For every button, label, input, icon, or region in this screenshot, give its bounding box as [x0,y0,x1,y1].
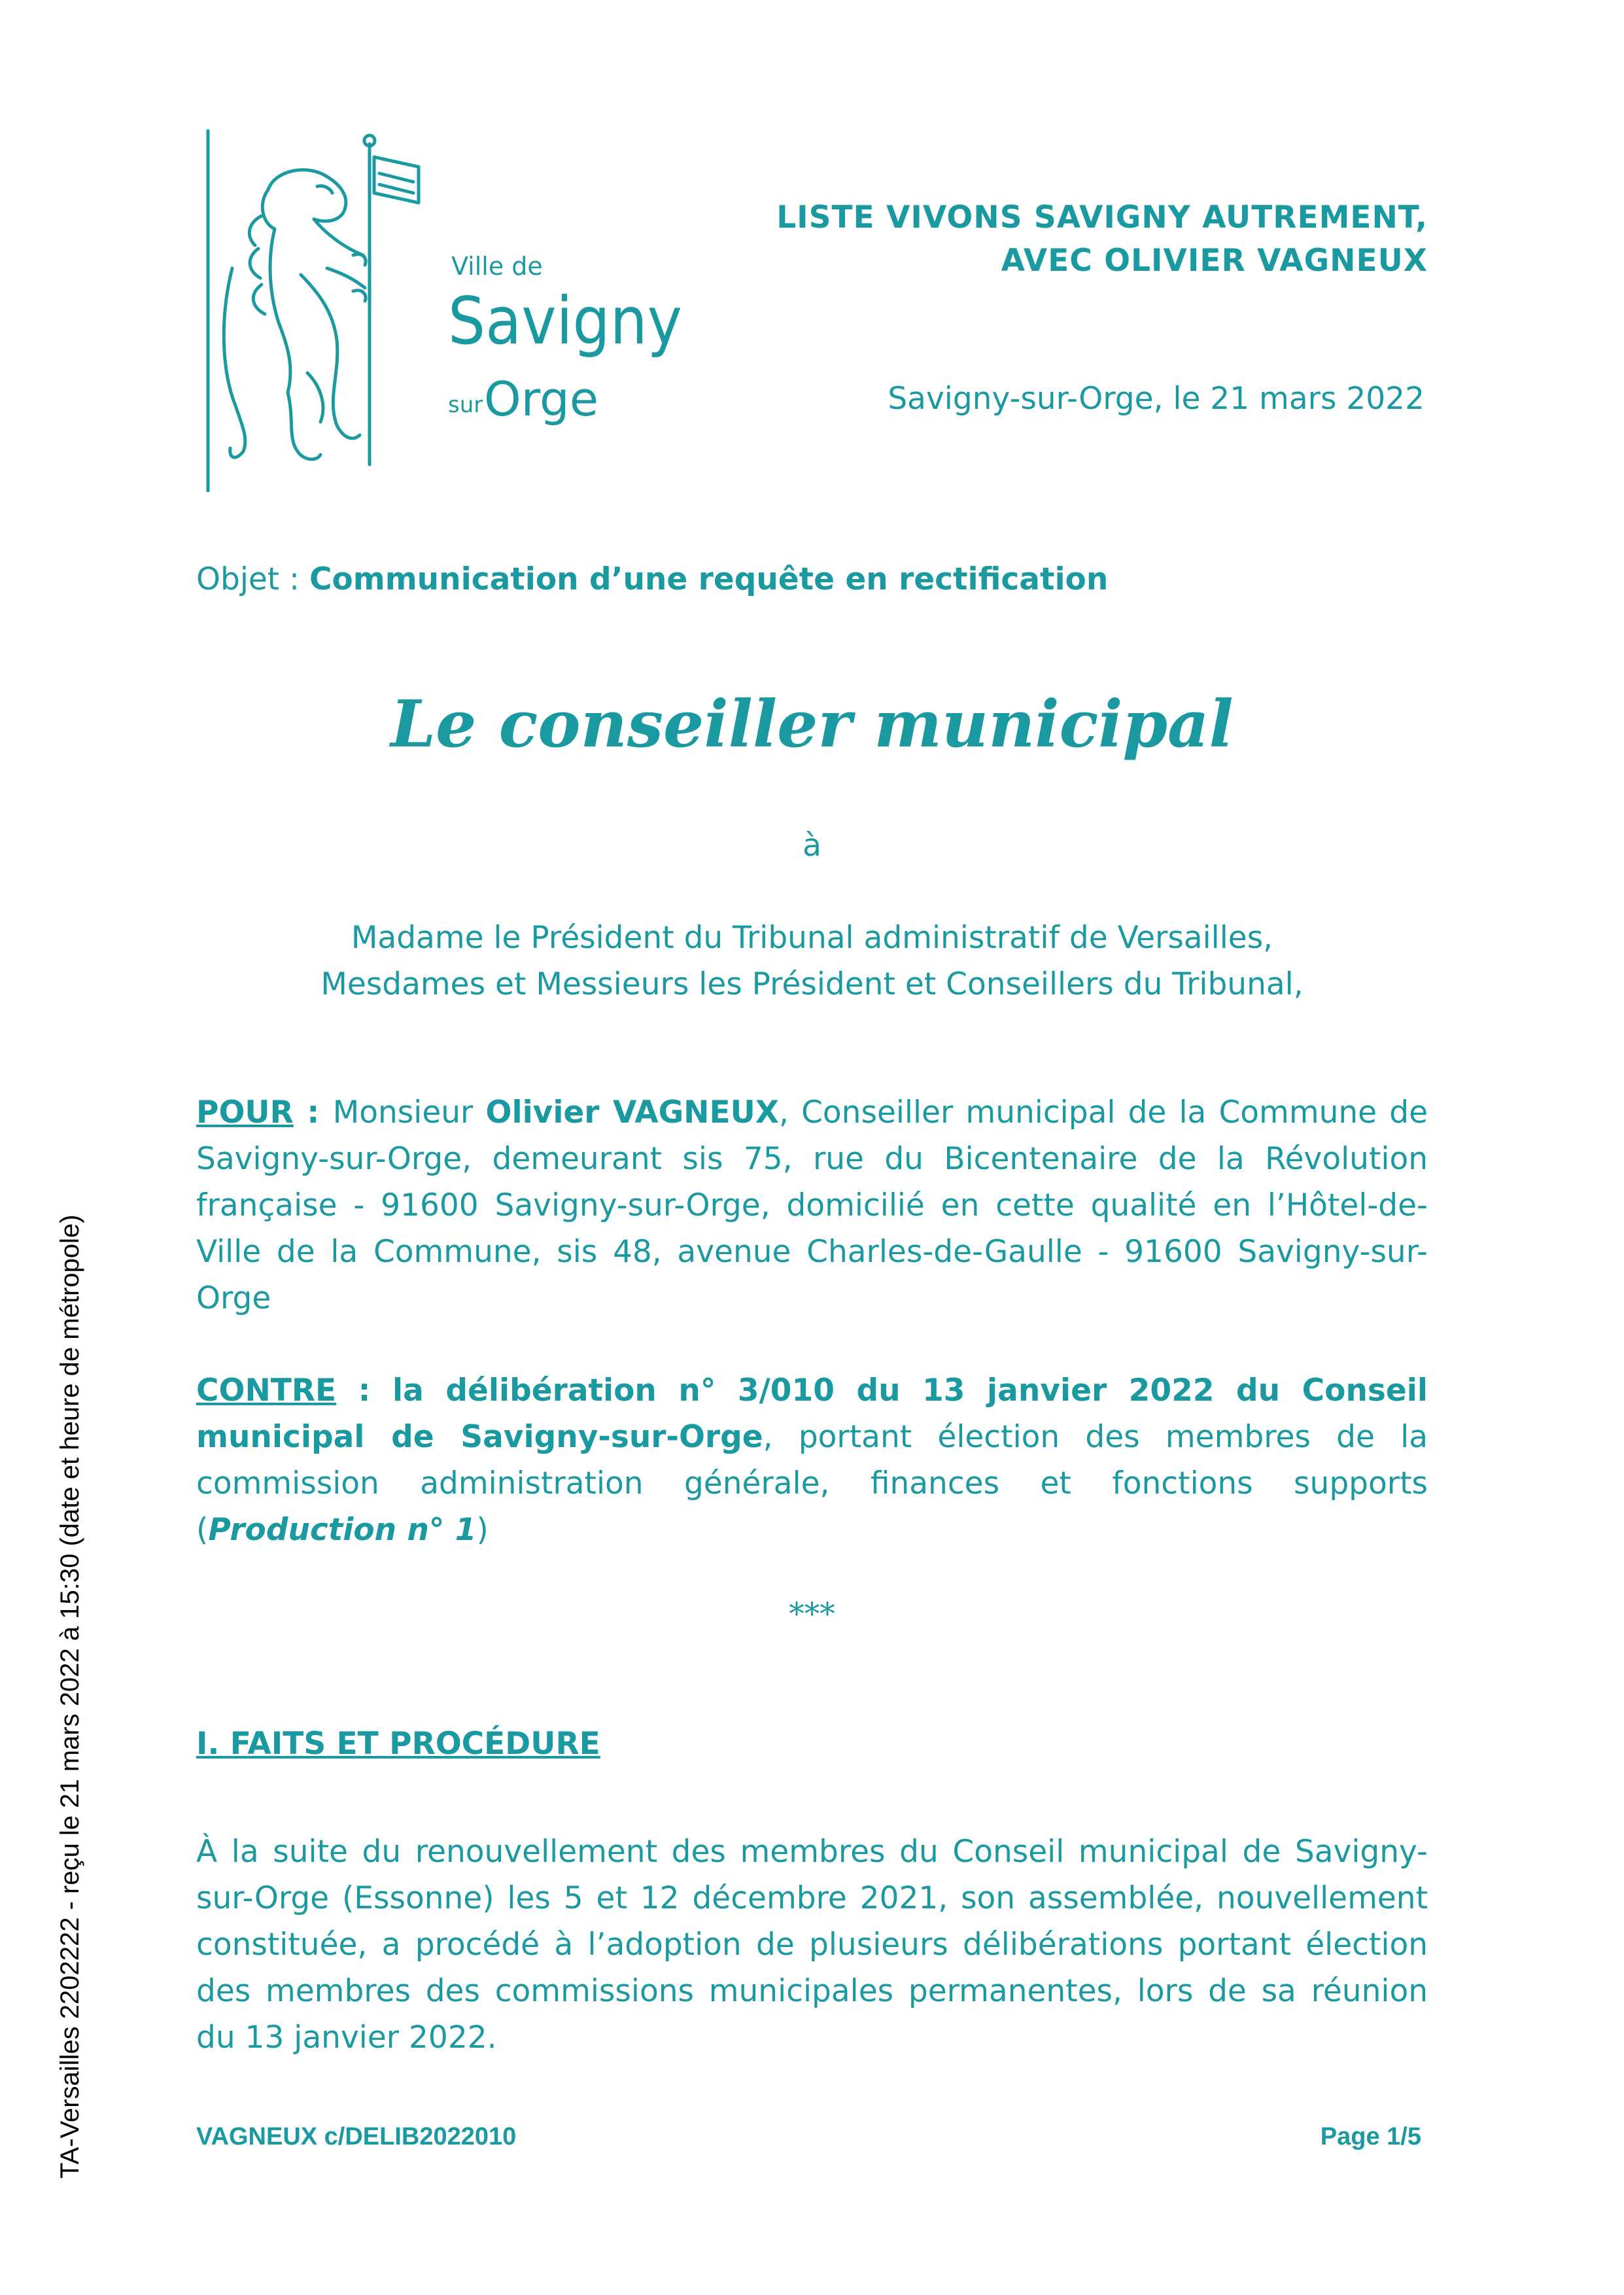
list-header-line2: AVEC OLIVIER VAGNEUX [1001,243,1428,279]
pour-paragraph [196,1089,1428,1322]
subject-label: Objet : [196,561,309,597]
lion-banner-icon [196,124,682,504]
logo-line1: Ville de [451,252,543,281]
to-word: à [803,828,821,864]
addressee [0,915,1624,1007]
addressee-line1: Madame le Président du Tribunal administratif de Versailles, [351,920,1273,956]
logo-line2: Savigny [448,283,682,359]
section-paragraph: À la suite du renouvellement des membres du Conseil municipal de Savigny-sur-Orge (Essonne) les 5 et 12 décembre 2021, son assemblée, nouvellement constituée, a procédé à l’adoption de plusieurs délibérations portant élection des membres des commissions municipales permanentes, lors de sa réunion du 13 janvier 2022. [196,1834,1428,2056]
logo-line3a: sur [448,392,483,418]
letter-date: Savigny-sur-Orge, le 21 mars 2022 [888,381,1425,417]
pour-label: POUR [196,1095,294,1130]
subject-line [196,561,1108,597]
logo-line3b: Orge [484,372,599,427]
list-header-line1: LISTE VIVONS SAVIGNY AUTREMENT, [776,200,1428,236]
pour-sep: : [293,1095,333,1130]
list-header [776,196,1428,283]
contre-text: , portant élection des membres de la commission administration générale, finances et fonctions supports ( [196,1419,1428,1548]
addressee-line2: Mesdames et Messieurs les Président et Conseillers du Tribunal, [320,966,1304,1002]
contre-label: CONTRE [196,1373,337,1409]
contre-bold: : la délibération n° 3/010 du 13 janvier 2022 du Conseil municipal de Savigny-sur-Orge [196,1373,1428,1455]
pour-name: Olivier VAGNEUX [485,1095,780,1130]
pour-text: , Conseiller municipal de la Commune de Savigny-sur-Orge, demeurant sis 75, rue du Bicentenaire de la Révolution française - 91600 Savigny-sur-Orge, domicilié en cette qualité en l’Hôtel-de-Ville de la Commune, sis 48, avenue Charles-de-Gaulle - 91600 Savigny-sur-Orge [196,1095,1428,1316]
pour-pre: Monsieur [332,1095,486,1130]
city-logo [196,124,682,504]
contre-production: Production n° 1 [208,1512,477,1548]
section-heading: I. FAITS ET PROCÉDURE [196,1726,600,1762]
footer-reference: VAGNEUX c/DELIB2022010 [196,2123,517,2150]
subject-text: Communication d’une requête en rectification [309,561,1109,597]
contre-close: ) [476,1512,489,1548]
document-title: Le conseiller municipal [390,687,1234,762]
contre-paragraph [196,1367,1428,1553]
side-stamp: TA-Versailles 2202222 - reçu le 21 mars 2022 à 15:30 (date et heure de métropole) [56,1214,84,2179]
footer-page-number: Page 1/5 [1320,2123,1421,2150]
separator-stars: *** [789,1596,835,1632]
